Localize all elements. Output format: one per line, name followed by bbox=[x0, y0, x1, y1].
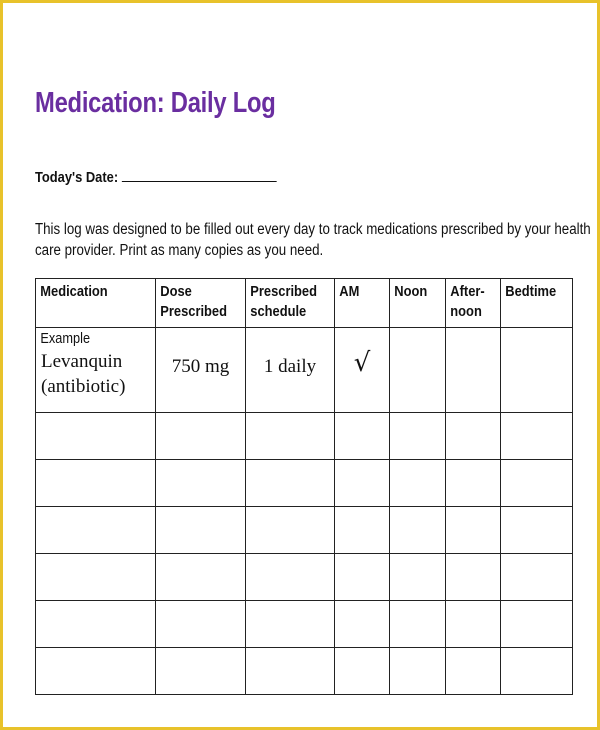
example-schedule-cell bbox=[246, 328, 335, 413]
table-cell[interactable] bbox=[501, 554, 573, 601]
table-cell[interactable] bbox=[36, 507, 156, 554]
example-am-cell bbox=[335, 328, 390, 413]
header-medication: Medication bbox=[36, 279, 156, 328]
table-cell[interactable] bbox=[501, 413, 573, 460]
table-cell[interactable] bbox=[335, 507, 390, 554]
table-cell[interactable] bbox=[335, 601, 390, 648]
table-row bbox=[36, 648, 573, 695]
example-medication-cell bbox=[36, 328, 156, 413]
example-dose: 750 mg bbox=[171, 356, 230, 377]
intro-text bbox=[35, 219, 591, 261]
table-cell[interactable] bbox=[156, 413, 246, 460]
table-cell[interactable] bbox=[390, 460, 446, 507]
example-noon-cell bbox=[390, 328, 446, 413]
header-am: AM bbox=[335, 279, 390, 328]
example-row bbox=[36, 328, 573, 413]
table-cell[interactable] bbox=[390, 554, 446, 601]
table-cell[interactable] bbox=[36, 460, 156, 507]
date-label: Today's Date: bbox=[35, 169, 119, 186]
log-page bbox=[3, 3, 597, 727]
table-cell[interactable] bbox=[36, 554, 156, 601]
header-noon: Noon bbox=[390, 279, 446, 328]
table-cell[interactable] bbox=[246, 601, 335, 648]
example-schedule: 1 daily bbox=[263, 356, 317, 377]
example-bedtime-cell bbox=[501, 328, 573, 413]
table-cell[interactable] bbox=[446, 507, 501, 554]
intro-line-2: care provider. Print as many copies as you need. bbox=[35, 242, 324, 259]
table-cell[interactable] bbox=[390, 648, 446, 695]
table-row bbox=[36, 507, 573, 554]
medication-log-table bbox=[35, 278, 573, 695]
table-cell[interactable] bbox=[246, 554, 335, 601]
table-cell[interactable] bbox=[246, 648, 335, 695]
page-title: Medication: Daily Log bbox=[35, 87, 276, 119]
table-cell[interactable] bbox=[246, 460, 335, 507]
table-cell[interactable] bbox=[36, 648, 156, 695]
table-cell[interactable] bbox=[446, 601, 501, 648]
table-cell[interactable] bbox=[335, 460, 390, 507]
table-cell[interactable] bbox=[501, 601, 573, 648]
example-medication-name: Levanquin (antibiotic) bbox=[41, 351, 126, 397]
table-cell[interactable] bbox=[446, 413, 501, 460]
table-cell[interactable] bbox=[335, 554, 390, 601]
table-cell[interactable] bbox=[156, 507, 246, 554]
checkmark-icon: √ bbox=[353, 348, 371, 378]
table-row bbox=[36, 554, 573, 601]
table-cell[interactable] bbox=[446, 554, 501, 601]
example-label: Example bbox=[40, 331, 91, 347]
table-cell[interactable] bbox=[446, 460, 501, 507]
header-afternoon: After- noon bbox=[446, 279, 501, 328]
table-cell[interactable] bbox=[501, 507, 573, 554]
table-cell[interactable] bbox=[446, 648, 501, 695]
table-row bbox=[36, 460, 573, 507]
example-dose-cell bbox=[156, 328, 246, 413]
date-blank-line bbox=[122, 167, 277, 182]
table-cell[interactable] bbox=[501, 460, 573, 507]
table-cell[interactable] bbox=[36, 601, 156, 648]
table-cell[interactable] bbox=[501, 648, 573, 695]
header-dose: Dose Prescribed bbox=[156, 279, 246, 328]
table-cell[interactable] bbox=[246, 413, 335, 460]
table-cell[interactable] bbox=[156, 601, 246, 648]
table-cell[interactable] bbox=[246, 507, 335, 554]
table-cell[interactable] bbox=[390, 601, 446, 648]
header-bedtime: Bedtime bbox=[501, 279, 573, 328]
header-schedule: Prescribed schedule bbox=[246, 279, 335, 328]
date-field bbox=[35, 167, 276, 186]
table-cell[interactable] bbox=[390, 413, 446, 460]
table-cell[interactable] bbox=[390, 507, 446, 554]
table-cell[interactable] bbox=[156, 460, 246, 507]
intro-line-1: This log was designed to be filled out every day to track medications prescribed by your health bbox=[35, 221, 591, 238]
table-row bbox=[36, 601, 573, 648]
table-cell[interactable] bbox=[36, 413, 156, 460]
table-cell[interactable] bbox=[156, 554, 246, 601]
table-row bbox=[36, 413, 573, 460]
table-cell[interactable] bbox=[335, 648, 390, 695]
header-row bbox=[36, 279, 573, 328]
example-afternoon-cell bbox=[446, 328, 501, 413]
table-cell[interactable] bbox=[156, 648, 246, 695]
table-cell[interactable] bbox=[335, 413, 390, 460]
